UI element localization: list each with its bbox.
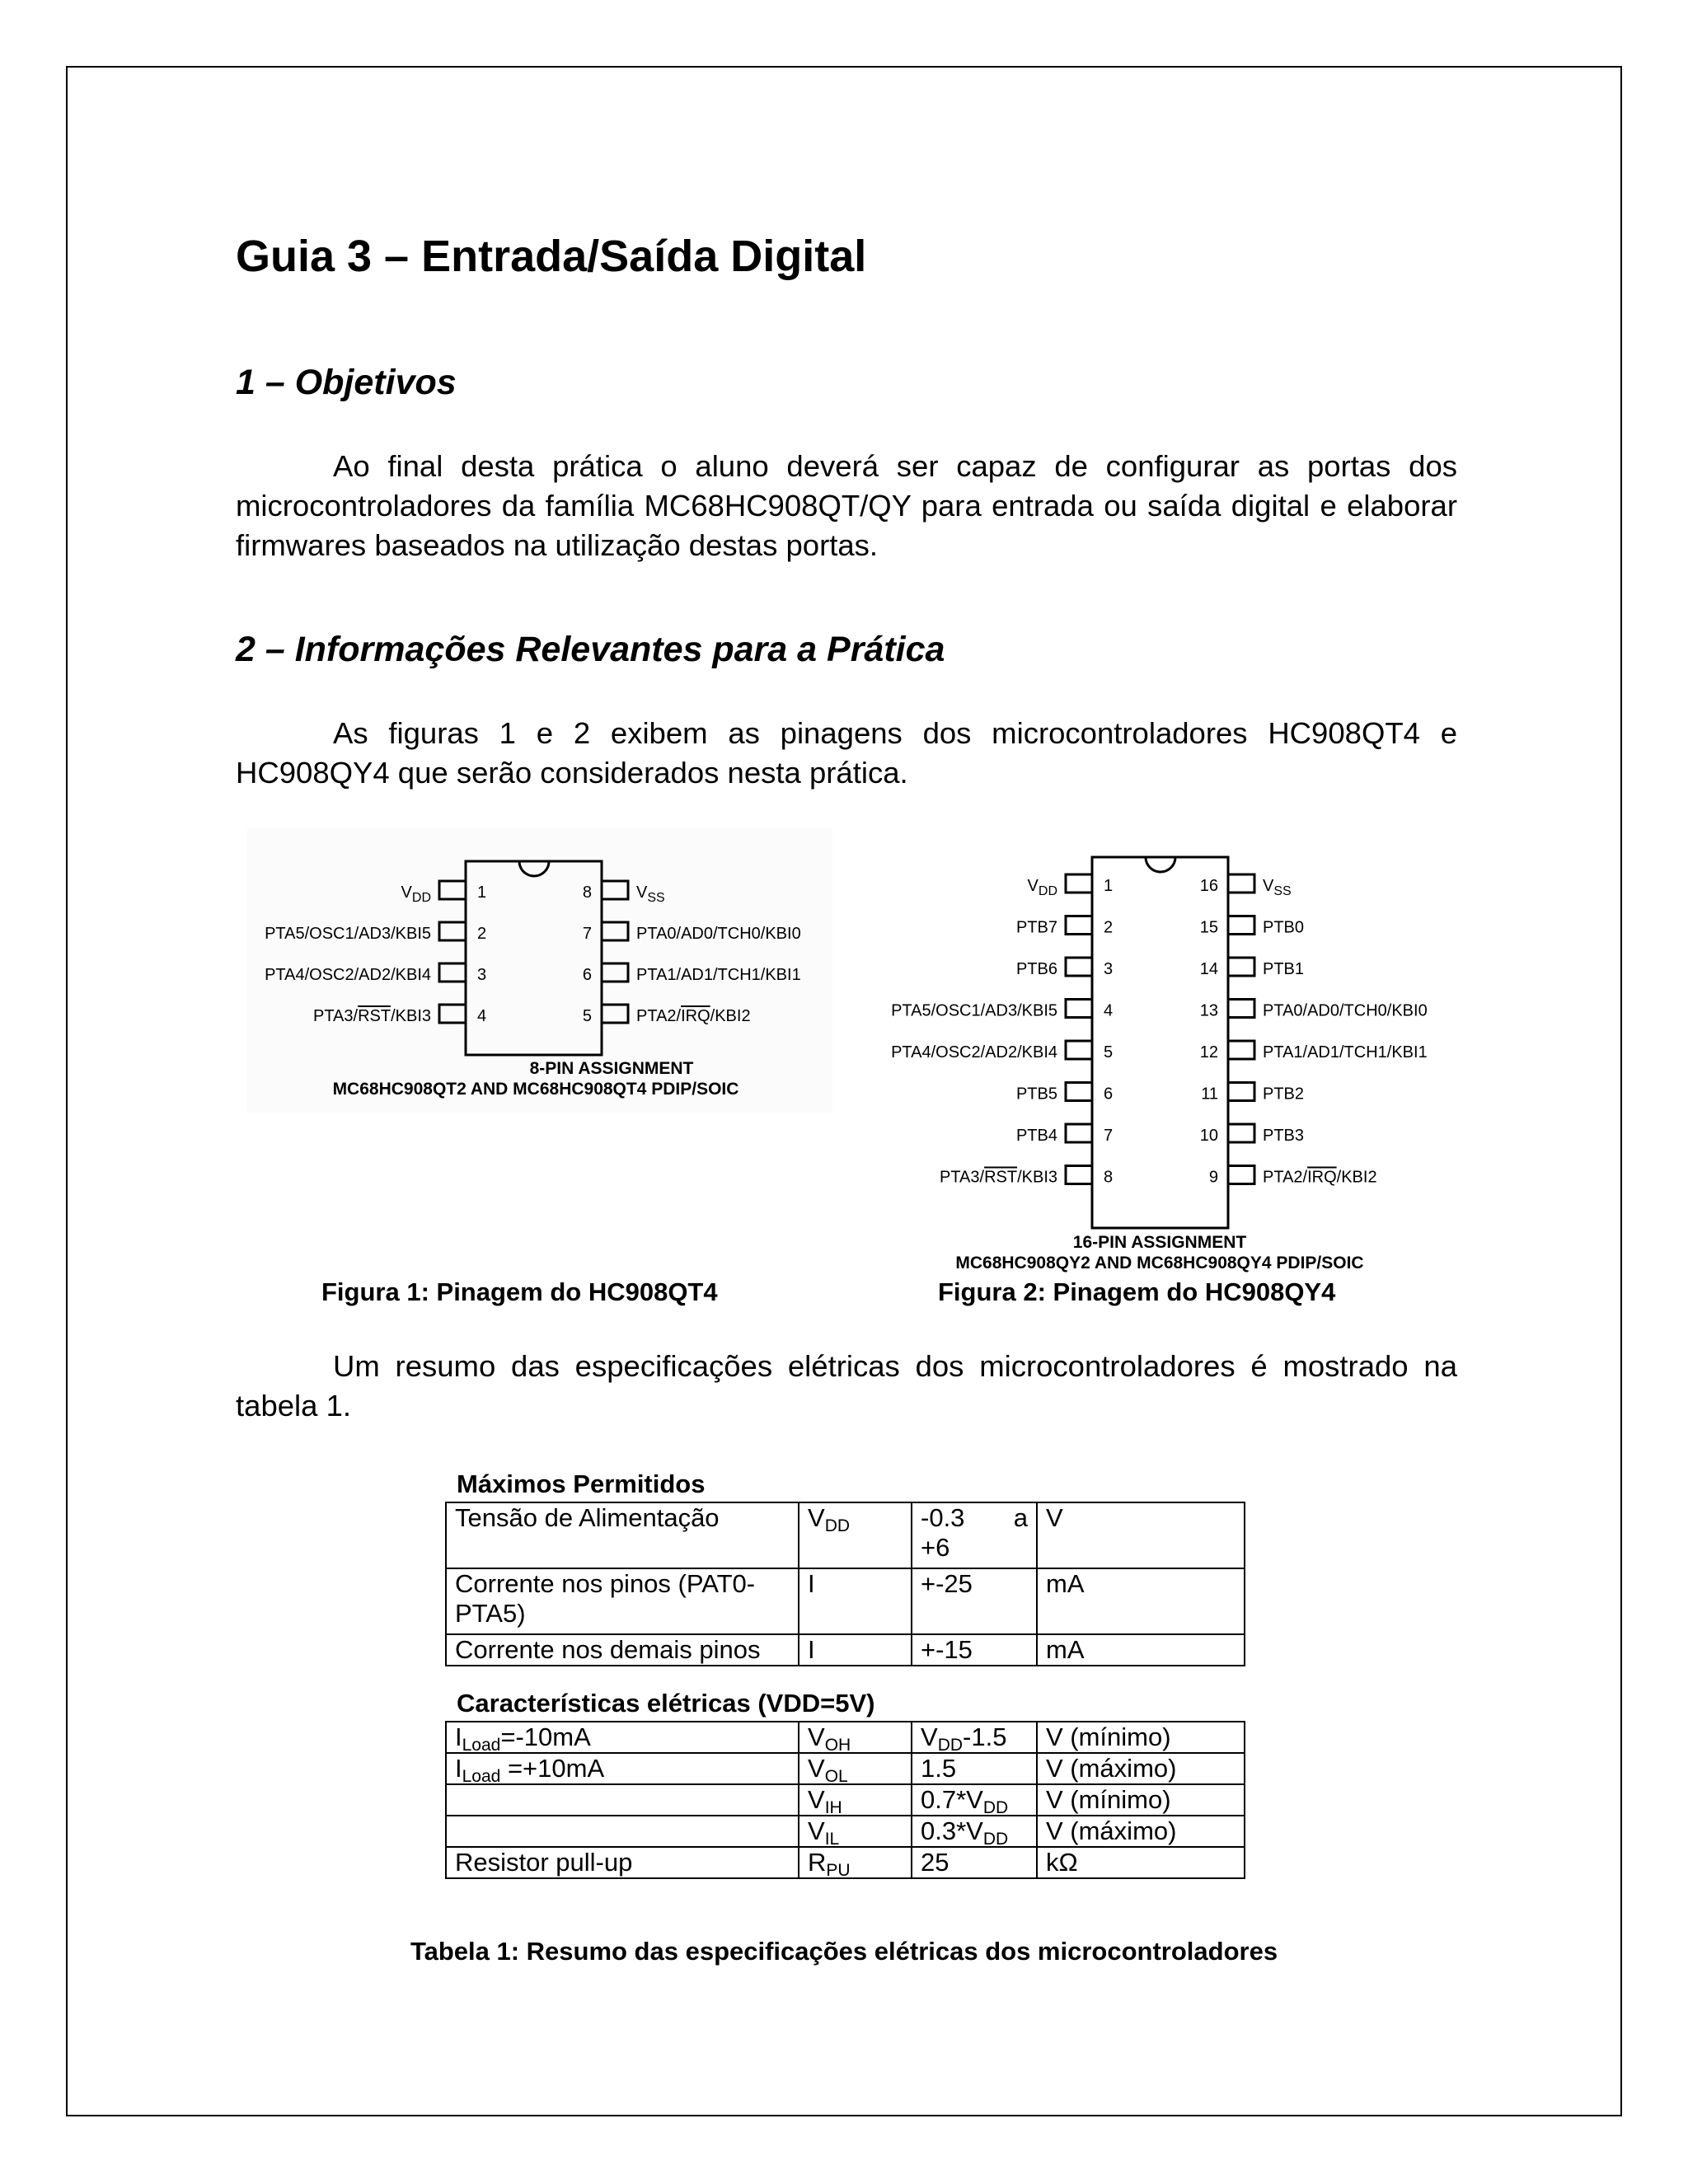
value-main: V (921, 1722, 938, 1751)
pin-3 (1016, 958, 1113, 978)
table-cell: mA (1037, 1634, 1245, 1666)
table-row (446, 1816, 1245, 1847)
pin-number: 7 (1104, 1127, 1114, 1145)
value-range (921, 1503, 1028, 1533)
table-row (446, 1784, 1245, 1816)
symbol-sub: IL (824, 1830, 840, 1849)
pin-number: 11 (1201, 1085, 1218, 1104)
table-cell: +-25 (912, 1568, 1037, 1634)
pin-lead (1066, 1000, 1092, 1018)
pin-number: 2 (1104, 918, 1114, 937)
table-cell (799, 1722, 912, 1753)
pin-lead (1228, 1000, 1254, 1018)
chip-notch-16 (1146, 857, 1175, 872)
table-cell: kΩ (1037, 1847, 1245, 1878)
pin-lead (1066, 916, 1092, 935)
pin-14 (1200, 958, 1304, 978)
pin-12 (1200, 1041, 1428, 1062)
pin-number: 3 (1104, 960, 1114, 978)
pin-label: $V_{SS}$ (1263, 877, 1292, 898)
table-cell: 25 (912, 1847, 1037, 1878)
table-row (446, 1634, 1245, 1666)
value-rest: -1.5 (963, 1722, 1007, 1751)
symbol-main: V (808, 1503, 825, 1532)
value-sub: DD (937, 1736, 964, 1755)
figure-1-diagram (247, 828, 832, 1113)
section-2-heading: 2 – Informações Relevantes para a Prática (236, 630, 945, 669)
pin-label: PTA2/IRQ/KBI2 (636, 1007, 751, 1025)
table-cell: Tensão de Alimentação (446, 1502, 799, 1568)
pin-11 (1201, 1083, 1304, 1104)
pin-label: PTA0/AD0/TCH0/KBI0 (1263, 1001, 1428, 1020)
table-cell (799, 1502, 912, 1568)
figure-1-pinout (247, 828, 832, 1117)
symbol-sub: PU (826, 1861, 851, 1880)
table-cell: Resistor pull-up (446, 1847, 799, 1878)
symbol-sub: DD (824, 1516, 851, 1535)
value-sub: DD (982, 1830, 1009, 1849)
symbol-main: V (808, 1785, 825, 1814)
table-row (446, 1568, 1245, 1634)
table-cell (912, 1816, 1037, 1847)
pin-5 (891, 1041, 1113, 1062)
param-main: I (455, 1754, 462, 1783)
symbol-main: V (808, 1722, 825, 1751)
table-1-title: Máximos Permitidos (457, 1469, 706, 1498)
param-sub: Load (462, 1767, 501, 1786)
table-cell: V (mínimo) (1037, 1784, 1245, 1816)
value-from: -0.3 (921, 1503, 965, 1532)
pin-label: PTA5/OSC1/AD3/KBI5 (891, 1001, 1057, 1020)
figure-1-caption: Figura 1: Pinagem do HC908QT4 (321, 1277, 718, 1306)
table-cell: V (máximo) (1037, 1753, 1245, 1784)
table-cell: I (799, 1634, 912, 1666)
table-cell (912, 1722, 1037, 1753)
figure-1-assignment: 8-PIN ASSIGNMENT (529, 1059, 694, 1078)
section-2-text-1: As figuras 1 e 2 exibem as pinagens dos microcontroladores HC908QT4 e HC908QY4 que serão considerados nesta prática. (236, 716, 1457, 790)
figure-2-assignment: 16-PIN ASSIGNMENT (1072, 1233, 1247, 1252)
pin-label: PTB6 (1015, 960, 1057, 978)
pin-lead (1228, 1041, 1254, 1059)
value-to: +6 (921, 1533, 950, 1562)
pin-number: 3 (477, 966, 487, 984)
pin-number: 4 (477, 1007, 487, 1025)
table-cell (799, 1753, 912, 1784)
table-cell: V (1037, 1502, 1245, 1568)
pin-number: 2 (477, 925, 487, 943)
pin-number: 4 (1104, 1001, 1114, 1020)
param-sub: Load (462, 1736, 501, 1755)
table-cell: 1.5 (912, 1753, 1037, 1784)
pin-number: 9 (1208, 1168, 1218, 1187)
pin-number: 7 (582, 925, 592, 943)
pin-lead (1228, 874, 1254, 893)
table-cell (912, 1784, 1037, 1816)
pin-lead (1066, 1124, 1092, 1142)
pin-9 (1209, 1166, 1377, 1187)
pin-label: PTA1/AD1/TCH1/KBI1 (636, 966, 801, 984)
pin-number: 15 (1199, 918, 1218, 937)
pin-label: PTB3 (1263, 1127, 1305, 1145)
pin-label: $V_{DD}$ (1027, 877, 1057, 898)
pin-lead (1066, 1166, 1092, 1184)
value-sub: DD (982, 1798, 1009, 1817)
pin-13 (1200, 1000, 1428, 1020)
table-cell: V (máximo) (1037, 1816, 1245, 1847)
figure-1-package: MC68HC908QT2 AND MC68HC908QT4 PDIP/SOIC (332, 1080, 739, 1099)
pin-6 (1016, 1083, 1113, 1104)
table-cell: I (799, 1568, 912, 1634)
pin-label: $V_{SS}$ (636, 883, 665, 905)
table-cell (446, 1816, 799, 1847)
pin-lead (1066, 874, 1092, 893)
pin-number: 1 (477, 883, 487, 902)
pin-number: 8 (1104, 1168, 1114, 1187)
table-cell (799, 1847, 912, 1878)
pin-number: 13 (1199, 1001, 1218, 1020)
pin-16 (1200, 874, 1292, 898)
pin-lead (1066, 1041, 1092, 1059)
value-main: 0.3*V (921, 1816, 983, 1845)
table-cell (799, 1784, 912, 1816)
symbol-main: R (808, 1848, 827, 1877)
section-2-text-2: Um resumo das especificações elétricas dos microcontroladores é mostrado na tabela 1. (236, 1349, 1457, 1422)
table-maximum-ratings (445, 1502, 1245, 1666)
pin-number: 6 (582, 966, 592, 984)
table-cell (446, 1722, 799, 1753)
param-rest: =-10mA (500, 1722, 591, 1751)
pin-label: PTA4/OSC2/AD2/KBI4 (891, 1043, 1057, 1062)
param-main: I (455, 1722, 462, 1751)
pin-number: 1 (1104, 877, 1114, 895)
pin-lead (1228, 916, 1254, 935)
pin-label: PTA0/AD0/TCH0/KBI0 (636, 925, 801, 943)
pin-number: 14 (1199, 960, 1218, 978)
table-row (446, 1722, 1245, 1753)
table-row (446, 1847, 1245, 1878)
pin-label: PTB7 (1015, 918, 1057, 937)
table-cell: Corrente nos demais pinos (446, 1634, 799, 1666)
value-sep: a (1013, 1503, 1028, 1532)
table-cell (446, 1784, 799, 1816)
pin-number: 5 (582, 1007, 592, 1025)
pin-label: PTB0 (1263, 918, 1305, 937)
pin-label: PTA4/OSC2/AD2/KBI4 (265, 966, 431, 984)
pin-1 (1028, 874, 1114, 898)
pin-label: PTA3/RST/KBI3 (312, 1007, 431, 1025)
value-main: 0.7*V (921, 1785, 983, 1814)
section-1-text: Ao final desta prática o aluno deverá ser capaz de configurar as portas dos microcontroladores da família MC68HC908QT/QY para entrada ou saída digital e elaborar firmwares baseados na utilização destas portas. (236, 449, 1457, 562)
pin-number: 12 (1199, 1043, 1218, 1062)
pin-label: PTA3/RST/KBI3 (939, 1168, 1057, 1187)
param-rest: =+10mA (500, 1754, 605, 1783)
pin-label: PTB2 (1263, 1085, 1305, 1104)
symbol-main: V (808, 1754, 825, 1783)
table-cell: V (mínimo) (1037, 1722, 1245, 1753)
pin-number: 8 (582, 883, 592, 902)
table-cell: +-15 (912, 1634, 1037, 1666)
table-row (446, 1502, 1245, 1568)
pin-2 (1016, 916, 1113, 937)
symbol-sub: OH (824, 1736, 851, 1755)
pin-lead (1066, 958, 1092, 976)
pin-number: 16 (1199, 877, 1218, 895)
pin-8 (940, 1166, 1113, 1187)
pin-label: PTB4 (1015, 1127, 1057, 1145)
section-1-paragraph (236, 447, 1457, 565)
pin-number: 5 (1104, 1043, 1114, 1062)
pin-number: 6 (1104, 1085, 1114, 1104)
pin-label: $V_{DD}$ (401, 883, 431, 905)
table-row (446, 1753, 1245, 1784)
pin-label: PTA1/AD1/TCH1/KBI1 (1263, 1043, 1428, 1062)
pin-lead (1228, 1083, 1254, 1101)
table-caption: Tabela 1: Resumo das especificações elétricas dos microcontroladores (410, 1937, 1278, 1966)
table-electrical-characteristics (445, 1721, 1245, 1879)
figure-2-package: MC68HC908QY2 AND MC68HC908QY4 PDIP/SOIC (955, 1254, 1364, 1272)
figure-2-caption: Figura 2: Pinagem do HC908QY4 (938, 1277, 1336, 1306)
table-cell (446, 1753, 799, 1784)
pin-4 (891, 1000, 1113, 1020)
symbol-sub: OL (824, 1767, 848, 1786)
page-title: Guia 3 – Entrada/Saída Digital (236, 232, 867, 281)
pin-number: 10 (1199, 1127, 1218, 1145)
symbol-sub: IH (824, 1798, 842, 1817)
symbol-main: V (808, 1816, 825, 1845)
section-2-paragraph-1 (236, 714, 1457, 793)
table-cell: Corrente nos pinos (PAT0-PTA5) (446, 1568, 799, 1634)
table-2-title: Características elétricas (VDD=5V) (457, 1689, 875, 1718)
pin-label: PTA5/OSC1/AD3/KBI5 (265, 925, 431, 943)
pin-lead (1228, 958, 1254, 976)
section-1-heading: 1 – Objetivos (236, 363, 457, 402)
pin-lead (1228, 1166, 1254, 1184)
pin-label: PTB1 (1263, 960, 1305, 978)
table-cell: mA (1037, 1568, 1245, 1634)
figure-2-pinout (861, 841, 1455, 1277)
pin-lead (1066, 1083, 1092, 1101)
figure-2-diagram (861, 841, 1455, 1273)
pin-lead (1228, 1124, 1254, 1142)
section-2-paragraph-2 (236, 1347, 1457, 1426)
pin-label: PTA2/IRQ/KBI2 (1263, 1168, 1377, 1187)
table-cell (912, 1502, 1037, 1568)
pin-10 (1200, 1124, 1304, 1145)
pin-label: PTB5 (1015, 1085, 1057, 1104)
table-cell (799, 1816, 912, 1847)
pin-15 (1200, 916, 1304, 937)
pin-7 (1016, 1124, 1113, 1145)
